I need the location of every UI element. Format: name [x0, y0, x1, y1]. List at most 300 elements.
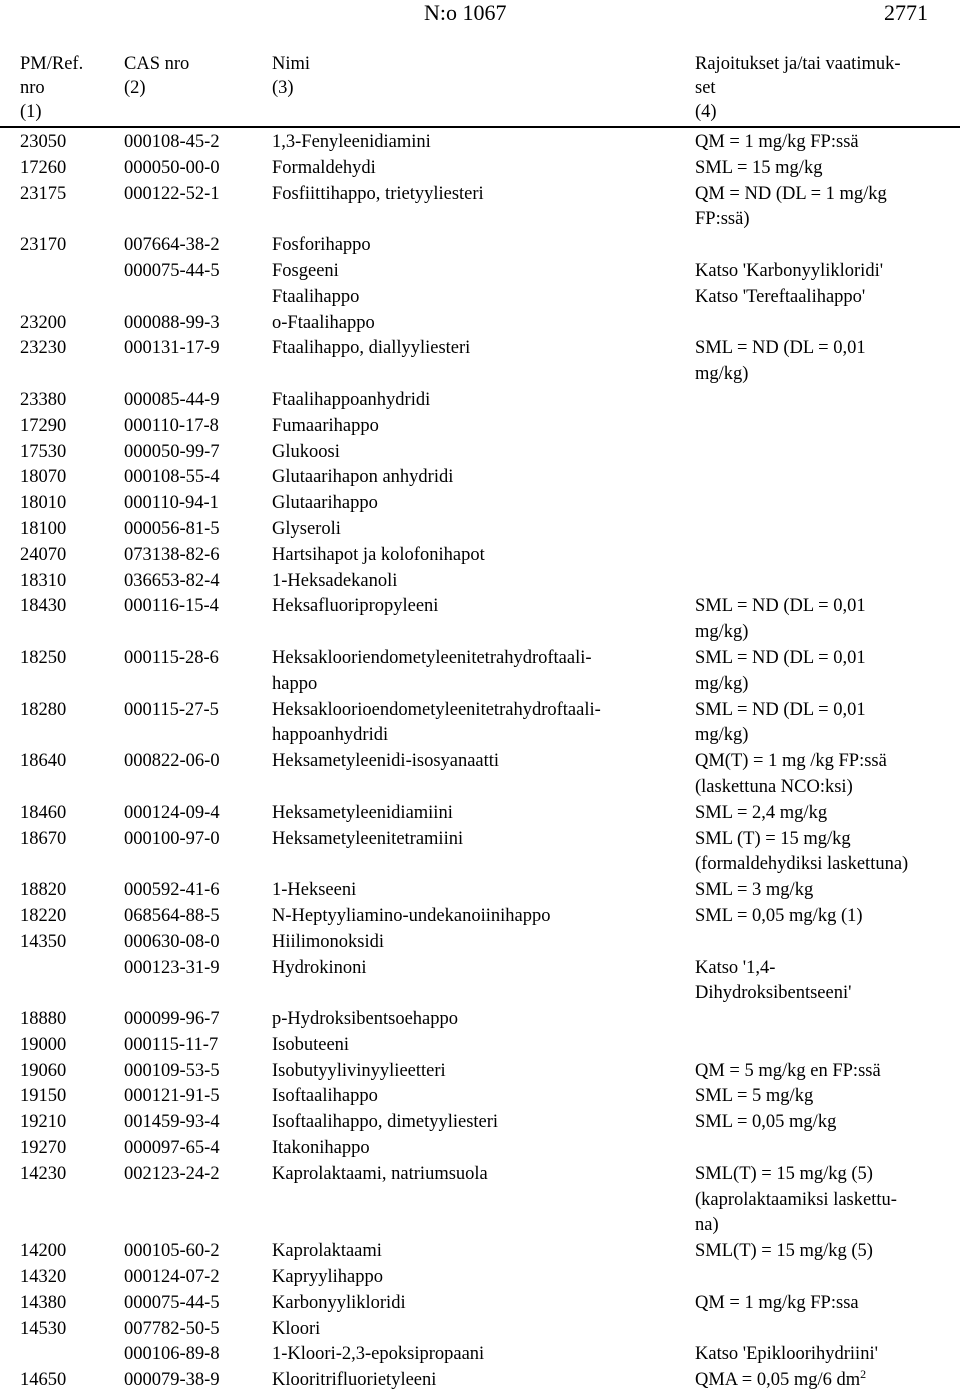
column-header-line: CAS nro	[124, 54, 190, 74]
restriction-line	[695, 388, 960, 414]
cas-number: 036653-82-4	[124, 570, 220, 591]
substance-name-line: Itakonihappo	[272, 1138, 370, 1159]
cas-number: 000115-27-5	[124, 699, 219, 720]
cas-number: 000822-06-0	[124, 751, 220, 772]
cas-number: 000110-94-1	[124, 493, 219, 514]
substance-name	[272, 569, 695, 595]
column-header-line: (4)	[695, 102, 717, 122]
substance-name	[272, 517, 695, 543]
restriction-text: mg/kg)	[695, 725, 749, 746]
substance-name-line: Heksametyleenidiamiini	[272, 802, 453, 823]
restriction	[695, 285, 960, 311]
restriction-text: SML(T) = 15 mg/kg (5)	[695, 1163, 873, 1184]
restriction-text: (kaprolaktaamiksi laskettu-	[695, 1189, 897, 1210]
table-row	[0, 1368, 960, 1394]
ref-number: 18880	[20, 1009, 67, 1030]
substance-name-line: Hiilimonoksidi	[272, 931, 385, 952]
substance-name	[272, 1291, 695, 1317]
table-row	[0, 1291, 960, 1317]
restriction-text: Katso 'Epikloorihydriini'	[695, 1344, 878, 1365]
ref-number: 18250	[20, 647, 67, 668]
restriction-line	[695, 1033, 960, 1059]
restriction	[695, 956, 960, 1008]
cas-number: 000115-11-7	[124, 1034, 219, 1055]
restriction-line	[695, 543, 960, 569]
ref-number: 18100	[20, 518, 67, 539]
restriction-line	[695, 491, 960, 517]
table-row	[0, 904, 960, 930]
cas-number: 000056-81-5	[124, 518, 220, 539]
substance-name	[272, 543, 695, 569]
restriction	[695, 336, 960, 388]
cas-number: 007782-50-5	[124, 1318, 220, 1339]
table-row	[0, 646, 960, 698]
table-row	[0, 698, 960, 750]
substance-table	[0, 130, 960, 1394]
restriction-text: QM = 1 mg/kg FP:ssa	[695, 1292, 859, 1313]
cas-number: 000079-38-9	[124, 1370, 220, 1391]
table-row	[0, 930, 960, 956]
substance-name	[272, 1059, 695, 1085]
column-header-line: (1)	[20, 102, 42, 122]
restriction-line	[695, 569, 960, 595]
ref-number	[0, 1342, 124, 1368]
restriction-line	[695, 259, 960, 285]
cas-number: 000075-44-5	[124, 1292, 220, 1313]
restriction	[695, 1342, 960, 1368]
superscript: 2	[860, 1367, 867, 1382]
column-header-pm-ref	[20, 52, 83, 124]
table-row	[0, 388, 960, 414]
substance-name-line: Hartsihapot ja kolofonihapot	[272, 544, 485, 565]
restriction-line	[695, 1213, 960, 1239]
cas-number: 073138-82-6	[124, 544, 220, 565]
restriction-line	[695, 1317, 960, 1343]
restriction-line	[695, 1265, 960, 1291]
cas-number: 000050-99-7	[124, 441, 220, 462]
ref-number: 19000	[20, 1034, 67, 1055]
table-row	[0, 1110, 960, 1136]
substance-name-line: 1,3-Fenyleenidiamini	[272, 132, 431, 152]
cas-number: 000106-89-8	[124, 1344, 220, 1365]
table-row	[0, 1265, 960, 1291]
restriction-line	[695, 1239, 960, 1265]
restriction-text: SML = 3 mg/kg	[695, 880, 814, 901]
substance-name-line: Kaprolaktaami	[272, 1241, 382, 1262]
restriction-text: QM(T) = 1 mg /kg FP:ssä	[695, 751, 887, 772]
substance-name-line: Isobutyylivinyylieetteri	[272, 1060, 446, 1081]
ref-number: 23170	[20, 235, 67, 256]
restriction-text: SML (T) = 15 mg/kg	[695, 828, 851, 849]
substance-name-line: p-Hydroksibentsoehappo	[272, 1009, 458, 1030]
restriction-line	[695, 1291, 960, 1317]
cas-number: 000131-17-9	[124, 338, 220, 359]
substance-name	[272, 904, 695, 930]
substance-name-line: Heksafluoripropyleeni	[272, 596, 439, 617]
restriction-line	[695, 311, 960, 337]
substance-name-line: Ftaalihappo	[272, 286, 360, 307]
restriction	[695, 491, 960, 517]
cas-number: 000108-45-2	[124, 132, 220, 152]
substance-name-line: Heksametyleenidi-isosyanaatti	[272, 751, 500, 772]
restriction-line	[695, 904, 960, 930]
substance-name-line: Glukoosi	[272, 441, 340, 462]
column-header-restrictions	[695, 52, 901, 124]
ref-number: 18460	[20, 802, 67, 823]
substance-name-line: Ftaalihappo, diallyyliesteri	[272, 338, 471, 359]
restriction	[695, 698, 960, 750]
column-header-cas	[124, 52, 189, 100]
page-header	[0, 0, 960, 28]
cas-number: 000085-44-9	[124, 389, 220, 410]
table-row	[0, 1059, 960, 1085]
column-header-line: nro	[20, 78, 45, 98]
restriction-line	[695, 827, 960, 853]
table-row	[0, 569, 960, 595]
restriction	[695, 1162, 960, 1239]
table-row	[0, 465, 960, 491]
restriction-text: QM = 1 mg/kg FP:ssä	[695, 132, 859, 152]
restriction-line	[695, 285, 960, 311]
table-row	[0, 440, 960, 466]
ref-number: 18820	[20, 880, 67, 901]
cas-number: 000105-60-2	[124, 1241, 220, 1262]
substance-name	[272, 930, 695, 956]
ref-number: 14650	[20, 1370, 67, 1391]
ref-number: 19210	[20, 1112, 67, 1133]
restriction-text: SML = 0,05 mg/kg (1)	[695, 905, 863, 926]
restriction-text: QM = 5 mg/kg en FP:ssä	[695, 1060, 881, 1081]
restriction-line	[695, 698, 960, 724]
table-row	[0, 1084, 960, 1110]
column-header-line: set	[695, 78, 716, 98]
restriction-text: SML = 2,4 mg/kg	[695, 802, 828, 823]
substance-name	[272, 388, 695, 414]
restriction-text: (formaldehydiksi laskettuna)	[695, 854, 909, 875]
column-header-line: Rajoitukset ja/tai vaatimuk-	[695, 54, 901, 74]
restriction-line	[695, 465, 960, 491]
restriction-line	[695, 723, 960, 749]
restriction-text: QM = ND (DL = 1 mg/kg	[695, 183, 887, 204]
cas-number: 007664-38-2	[124, 235, 220, 256]
substance-name-line: Formaldehydi	[272, 157, 376, 178]
substance-name-line: 1-Kloori-2,3-epoksipropaani	[272, 1344, 485, 1365]
substance-name	[272, 336, 695, 388]
restriction-text: mg/kg)	[695, 364, 749, 385]
table-row	[0, 414, 960, 440]
substance-name-line: Kaprolaktaami, natriumsuola	[272, 1163, 488, 1184]
substance-name-line: 1-Hekseeni	[272, 880, 357, 901]
restriction-text: FP:ssä)	[695, 209, 750, 230]
restriction-text: Dihydroksibentseeni'	[695, 983, 852, 1004]
substance-name-line: Fumaarihappo	[272, 415, 379, 436]
restriction	[695, 156, 960, 182]
ref-number	[0, 285, 124, 311]
cas-number: 000050-00-0	[124, 157, 220, 178]
cas-number: 000123-31-9	[124, 957, 220, 978]
substance-name-line: Glutaarihappo	[272, 493, 378, 514]
cas-number: 000121-91-5	[124, 1086, 220, 1107]
column-header-line: (2)	[124, 78, 146, 98]
substance-name	[272, 1317, 695, 1343]
page-number: 2771	[884, 0, 928, 25]
restriction	[695, 1368, 960, 1394]
cas-number: 000097-65-4	[124, 1138, 220, 1159]
table-row	[0, 259, 960, 285]
table-row	[0, 182, 960, 234]
ref-number: 18220	[20, 905, 67, 926]
table-row	[0, 1007, 960, 1033]
restriction	[695, 827, 960, 879]
substance-name	[272, 311, 695, 337]
column-header-name	[272, 52, 310, 100]
cas-number: 000115-28-6	[124, 647, 219, 668]
restriction-line	[695, 336, 960, 362]
substance-name-line: Fosforihappo	[272, 235, 371, 256]
restriction-line	[695, 749, 960, 775]
substance-name-line: Glyseroli	[272, 518, 341, 539]
ref-number: 14230	[20, 1163, 67, 1184]
substance-name	[272, 491, 695, 517]
restriction-line	[695, 775, 960, 801]
substance-name-line: Heksaklooriendometyleenitetrahydroftaali-	[272, 647, 592, 668]
substance-name	[272, 956, 695, 1008]
restriction-line	[695, 801, 960, 827]
table-row	[0, 594, 960, 646]
ref-number: 18670	[20, 828, 67, 849]
restriction-line	[695, 233, 960, 259]
substance-name-line: Ftaalihappoanhydridi	[272, 389, 431, 410]
restriction-text: SML = 5 mg/kg	[695, 1086, 814, 1107]
restriction	[695, 182, 960, 234]
substance-name	[272, 1265, 695, 1291]
restriction	[695, 1007, 960, 1033]
substance-name	[272, 1239, 695, 1265]
cas-number: 000124-07-2	[124, 1267, 220, 1288]
substance-name-line: Isobuteeni	[272, 1034, 350, 1055]
restriction	[695, 1291, 960, 1317]
substance-name	[272, 1162, 695, 1239]
restriction-line	[695, 594, 960, 620]
substance-name	[272, 1368, 695, 1394]
cas-number: 068564-88-5	[124, 905, 220, 926]
substance-name-line: Heksakloorioendometyleenitetrahydroftaali-	[272, 699, 601, 720]
ref-number: 19150	[20, 1086, 67, 1107]
ref-number: 14380	[20, 1292, 67, 1313]
restriction	[695, 543, 960, 569]
substance-name-line: 1-Heksadekanoli	[272, 570, 398, 591]
substance-name-line: Fosfiittihappo, trietyyliesteri	[272, 183, 484, 204]
substance-name	[272, 156, 695, 182]
table-row	[0, 1162, 960, 1239]
restriction	[695, 1136, 960, 1162]
restriction-line	[695, 852, 960, 878]
cas-number: 000108-55-4	[124, 467, 220, 488]
restriction	[695, 1084, 960, 1110]
table-row	[0, 311, 960, 337]
table-row	[0, 130, 960, 156]
cas-number: 000592-41-6	[124, 880, 220, 901]
table-row	[0, 827, 960, 879]
substance-name-line: happo	[272, 673, 318, 694]
restriction	[695, 1059, 960, 1085]
table-row	[0, 517, 960, 543]
substance-name-line: o-Ftaalihappo	[272, 312, 375, 333]
cas-number: 000088-99-3	[124, 312, 220, 333]
substance-name	[272, 878, 695, 904]
substance-name	[272, 827, 695, 879]
restriction-text: Katso '1,4-	[695, 957, 776, 978]
substance-name-line: Kapryylihappo	[272, 1267, 383, 1288]
substance-name	[272, 594, 695, 646]
restriction-line	[695, 620, 960, 646]
restriction-text: QMA = 0,05 mg/6 dm	[695, 1370, 861, 1391]
header-divider	[0, 126, 960, 128]
substance-name	[272, 414, 695, 440]
restriction-line	[695, 156, 960, 182]
restriction-line	[695, 362, 960, 388]
substance-name	[272, 801, 695, 827]
substance-name-line: N-Heptyyliamino-undekanoiinihappo	[272, 905, 551, 926]
ref-number: 19270	[20, 1138, 67, 1159]
table-row	[0, 1136, 960, 1162]
table-row	[0, 285, 960, 311]
ref-number: 14200	[20, 1241, 67, 1262]
cas-number: 000075-44-5	[124, 260, 220, 281]
substance-name	[272, 465, 695, 491]
table-row	[0, 491, 960, 517]
restriction-text: SML = 15 mg/kg	[695, 157, 823, 178]
restriction	[695, 1110, 960, 1136]
ref-number: 17290	[20, 415, 67, 436]
ref-number: 14530	[20, 1318, 67, 1339]
restriction-text: mg/kg)	[695, 673, 749, 694]
ref-number: 17530	[20, 441, 67, 462]
table-row	[0, 1239, 960, 1265]
restriction-line	[695, 1136, 960, 1162]
substance-name-line: Heksametyleenitetramiini	[272, 828, 464, 849]
restriction-line	[695, 182, 960, 208]
restriction-line	[695, 930, 960, 956]
table-row	[0, 336, 960, 388]
cas-number: 000124-09-4	[124, 802, 220, 823]
substance-name	[272, 130, 695, 156]
cas-number: 000630-08-0	[124, 931, 220, 952]
substance-name	[272, 1007, 695, 1033]
cas-number: 002123-24-2	[124, 1163, 220, 1184]
restriction	[695, 749, 960, 801]
restriction	[695, 646, 960, 698]
ref-number: 18280	[20, 699, 67, 720]
ref-number: 23175	[20, 183, 67, 204]
restriction	[695, 878, 960, 904]
ref-number: 19060	[20, 1060, 67, 1081]
restriction	[695, 259, 960, 285]
ref-number: 23050	[20, 132, 67, 152]
table-row	[0, 1342, 960, 1368]
restriction-line	[695, 672, 960, 698]
restriction	[695, 1265, 960, 1291]
substance-name-line: Fosgeeni	[272, 260, 339, 281]
ref-number	[0, 956, 124, 1008]
ref-number: 23200	[20, 312, 67, 333]
restriction-text: SML = 0,05 mg/kg	[695, 1112, 837, 1133]
substance-name	[272, 1033, 695, 1059]
substance-name-line: Isoftaalihappo	[272, 1086, 378, 1107]
restriction	[695, 1317, 960, 1343]
restriction-text: na)	[695, 1215, 719, 1236]
table-row	[0, 801, 960, 827]
table-row	[0, 1317, 960, 1343]
restriction-line	[695, 646, 960, 672]
restriction-text: Katso 'Tereftaalihappo'	[695, 286, 866, 307]
restriction	[695, 130, 960, 156]
cas-number: 000109-53-5	[124, 1060, 220, 1081]
restriction	[695, 311, 960, 337]
substance-name	[272, 233, 695, 259]
cas-number: 001459-93-4	[124, 1112, 220, 1133]
restriction	[695, 440, 960, 466]
table-row	[0, 543, 960, 569]
restriction-line	[695, 414, 960, 440]
restriction-line	[695, 440, 960, 466]
substance-name-line: Hydrokinoni	[272, 957, 367, 978]
ref-number: 18010	[20, 493, 67, 514]
restriction-line	[695, 207, 960, 233]
cas-number	[124, 285, 272, 311]
cas-number: 000116-15-4	[124, 596, 219, 617]
substance-name	[272, 1110, 695, 1136]
table-row	[0, 156, 960, 182]
substance-name-line: Klooritrifluorietyleeni	[272, 1370, 437, 1391]
substance-name-line: happoanhydridi	[272, 725, 389, 746]
table-row	[0, 1033, 960, 1059]
ref-number: 18310	[20, 570, 67, 591]
restriction-line	[695, 878, 960, 904]
substance-name	[272, 749, 695, 801]
cas-number: 000110-17-8	[124, 415, 219, 436]
restriction-text: SML = ND (DL = 0,01	[695, 647, 866, 668]
restriction-line	[695, 1007, 960, 1033]
restriction-text: Katso 'Karbonyylikloridi'	[695, 260, 884, 281]
restriction-text: SML = ND (DL = 0,01	[695, 596, 866, 617]
substance-name	[272, 182, 695, 234]
table-row	[0, 749, 960, 801]
substance-name	[272, 440, 695, 466]
restriction	[695, 1033, 960, 1059]
restriction-text: mg/kg)	[695, 622, 749, 643]
restriction	[695, 414, 960, 440]
column-header-line: (3)	[272, 78, 294, 98]
restriction-line	[695, 1059, 960, 1085]
restriction-line	[695, 956, 960, 982]
ref-number: 23380	[20, 389, 67, 410]
restriction	[695, 465, 960, 491]
substance-name	[272, 259, 695, 285]
substance-name-line: Glutaarihapon anhydridi	[272, 467, 454, 488]
restriction	[695, 517, 960, 543]
restriction	[695, 233, 960, 259]
restriction-line	[695, 981, 960, 1007]
table-row	[0, 233, 960, 259]
restriction	[695, 594, 960, 646]
restriction	[695, 904, 960, 930]
substance-name	[272, 698, 695, 750]
restriction-line	[695, 1188, 960, 1214]
cas-number: 000100-97-0	[124, 828, 220, 849]
restriction-line	[695, 1110, 960, 1136]
restriction	[695, 569, 960, 595]
